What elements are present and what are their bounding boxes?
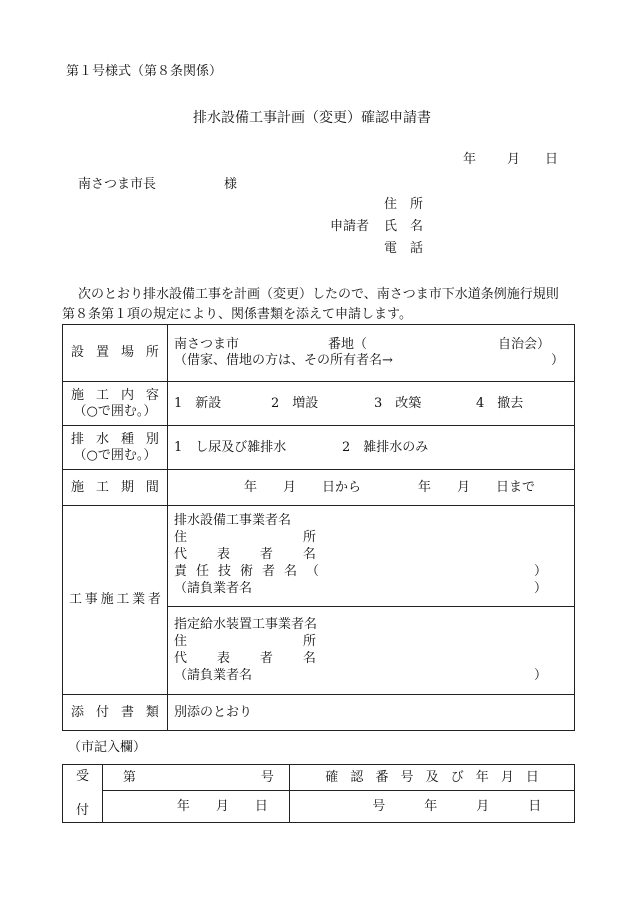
receipt-label-2: 付	[75, 802, 89, 818]
water-sub-close: ）	[533, 667, 547, 683]
location-cell[interactable]	[167, 325, 574, 382]
office-use-table	[62, 764, 575, 823]
drain-engineer-label: 責任技術者名（	[173, 564, 328, 579]
applicant-address-label: 住 所	[384, 197, 424, 212]
confirm-value-cell[interactable]	[290, 791, 575, 823]
location-owner-note: （借家、借地の方は、その所有者名→	[173, 353, 393, 368]
location-label-cell	[63, 325, 168, 382]
location-label: 設 置 場 所	[71, 345, 159, 360]
location-city: 南さつま市	[173, 337, 239, 352]
receipt-label-cell	[63, 765, 103, 823]
row-drain-contractor	[63, 506, 575, 607]
drain-engineer-close: ）	[533, 564, 547, 579]
water-address-label: 住 所	[173, 633, 316, 649]
location-jichikai: 自治会）	[497, 337, 550, 352]
drain-type-sub: （○で囲む。）	[73, 447, 157, 463]
drain-sub-label: （請負業者名	[173, 581, 252, 596]
document-title: 排水設備工事計画（変更）確認申請書	[193, 110, 431, 126]
work-type-option-3[interactable]: 3 改築	[373, 395, 422, 411]
date-year: 年	[463, 152, 477, 167]
work-type-sub: （○で囲む。）	[73, 403, 157, 419]
drain-address-label: 住 所	[173, 530, 316, 545]
receipt-date-cell[interactable]	[102, 791, 289, 823]
attachments-label: 添 付 書 類	[71, 704, 159, 720]
applicant-name-label: 氏 名	[384, 219, 424, 234]
period-label-cell	[63, 470, 168, 506]
work-type-option-2[interactable]: 2 増設	[270, 395, 319, 411]
row-location	[63, 325, 575, 382]
period-label: 施 工 期 間	[71, 479, 159, 495]
addressee-name: 南さつま市長	[78, 177, 157, 192]
office-use-caption: （市記入欄）	[68, 740, 147, 755]
receipt-date: 年 月 日	[176, 798, 268, 814]
receipt-dai: 第	[122, 769, 136, 785]
applicant-phone-label: 電 話	[384, 241, 424, 256]
confirm-header: 確 認 番 号 及 び 年 月 日	[325, 769, 539, 785]
drain-type-option-1[interactable]: 1 し尿及び雑排水	[173, 439, 287, 455]
period-cell[interactable]	[167, 470, 574, 506]
receipt-go: 号	[260, 769, 274, 785]
location-banchi: 番地（	[327, 337, 367, 352]
drain-rep-label: 代 表 者 名	[173, 547, 316, 562]
date-day: 日	[545, 152, 559, 167]
drain-type-option-2[interactable]: 2 雑排水のみ	[341, 439, 429, 455]
form-number: 第１号様式（第８条関係）	[66, 64, 223, 79]
drain-type-cell[interactable]	[167, 426, 574, 470]
contractor-label: 工 事 施 工 業 者	[69, 592, 161, 607]
addressee-honorific: 様	[224, 177, 238, 192]
date-month: 月	[507, 152, 521, 167]
period-from: 年 月 日から	[243, 479, 361, 495]
row-period	[63, 470, 575, 506]
intro-text-line1: 次のとおり排水設備工事を計画（変更）したので、南さつま市下水道条例施行規則	[78, 287, 559, 302]
water-company-label: 指定給水装置工事業者名	[173, 616, 317, 632]
row-attachments	[63, 695, 575, 731]
drain-company-label: 排水設備工事業者名	[173, 513, 291, 528]
water-rep-label: 代 表 者 名	[173, 650, 316, 666]
drain-type-label: 排 水 種 別	[71, 431, 159, 447]
row-drain-type	[63, 426, 575, 470]
confirm-date: 年 月 日	[424, 798, 542, 814]
attachments-cell[interactable]	[167, 695, 574, 731]
application-table	[62, 324, 575, 731]
work-type-option-1[interactable]: 1 新設	[173, 395, 222, 411]
drain-type-label-cell	[63, 426, 168, 470]
receipt-number-cell[interactable]	[102, 765, 289, 791]
work-type-label-cell	[63, 382, 168, 426]
confirm-go: 号	[372, 798, 386, 814]
drain-contractor-cell[interactable]	[167, 506, 574, 607]
water-contractor-cell[interactable]	[167, 607, 574, 695]
row-work-type	[63, 382, 575, 426]
applicant-label: 申請者	[330, 219, 370, 234]
contractor-label-cell	[63, 506, 168, 695]
work-type-option-4[interactable]: 4 撤去	[475, 395, 524, 411]
work-type-label: 施 工 内 容	[71, 387, 159, 403]
water-sub-label: （請負業者名	[173, 667, 252, 683]
attachments-value: 別添のとおり	[173, 704, 252, 720]
location-close: ）	[550, 353, 564, 368]
confirm-header-cell	[290, 765, 575, 791]
drain-sub-close: ）	[533, 581, 547, 596]
intro-text-line2: 第８条第１項の規定により、関係書類を添えて申請します。	[62, 307, 412, 322]
work-type-cell[interactable]	[167, 382, 574, 426]
attachments-label-cell	[63, 695, 168, 731]
receipt-label-1: 受	[75, 768, 89, 784]
period-to: 年 月 日まで	[417, 479, 535, 495]
